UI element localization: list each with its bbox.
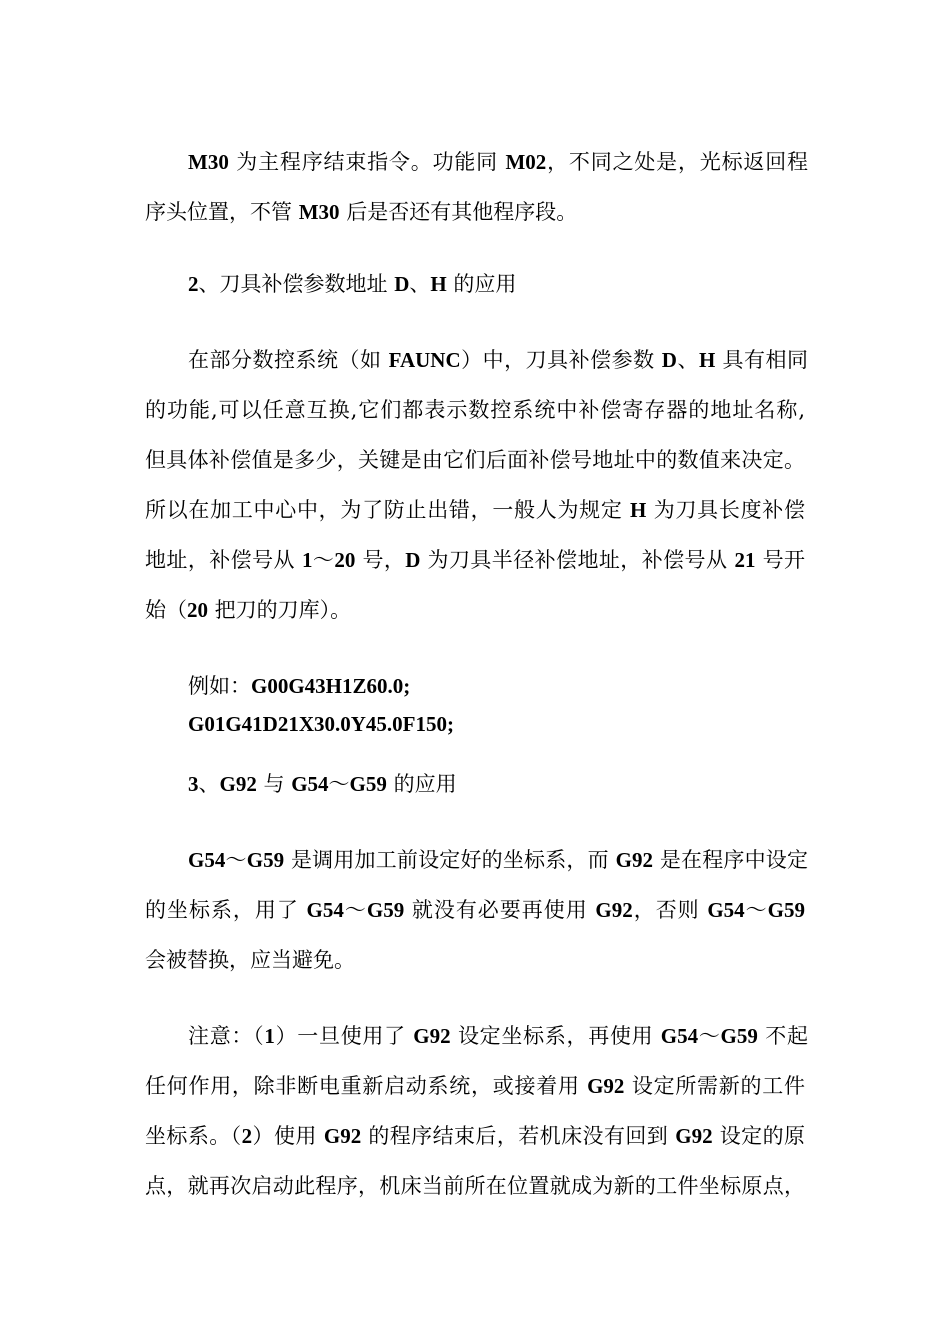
text-run: 、刀具补偿参数地址 bbox=[198, 272, 395, 296]
text-run: 与 bbox=[256, 772, 292, 796]
dh-paragraph-line-6 bbox=[145, 596, 805, 624]
code-term: G59 bbox=[767, 898, 805, 922]
code-example: G01G41D21X30.0Y45.0F150; bbox=[188, 712, 454, 736]
text-run: 所以在加工中心中，为了防止出错，一般人为规定 bbox=[145, 498, 630, 522]
code-term: G54 bbox=[188, 848, 226, 872]
text-run: 、 bbox=[676, 348, 699, 372]
text-run: ）使用 bbox=[252, 1124, 324, 1148]
section-heading-3 bbox=[188, 770, 808, 798]
code-term: G92 bbox=[413, 1024, 451, 1048]
text-run: 坐标系。（ bbox=[145, 1124, 242, 1148]
text-run: 就没有必要再使用 bbox=[404, 898, 596, 922]
code-term: D bbox=[661, 348, 677, 372]
text-run: 的应用 bbox=[386, 772, 457, 796]
text-run: 是在程序中设定 bbox=[653, 848, 808, 872]
code-term: G59 bbox=[366, 898, 405, 922]
dh-paragraph-line-3: 但具体补偿值是多少，关键是由它们后面补偿号地址中的数值来决定。 bbox=[145, 448, 805, 472]
text-run: 具有相同 bbox=[715, 348, 808, 372]
text-run: ，否则 bbox=[632, 898, 708, 922]
dh-paragraph-line-5 bbox=[145, 546, 805, 574]
code-term: M02 bbox=[505, 150, 547, 174]
code-term: G59 bbox=[246, 848, 285, 872]
text-run: 注意：（ bbox=[188, 1024, 265, 1048]
code-term: M30 bbox=[298, 200, 340, 224]
code-term: H bbox=[630, 498, 647, 522]
code-term: G92 bbox=[219, 772, 257, 796]
code-term: G92 bbox=[615, 848, 653, 872]
text-run: 不起 bbox=[757, 1024, 808, 1048]
text-run: 始（ bbox=[145, 598, 187, 622]
text-run: ）一旦使用了 bbox=[274, 1024, 414, 1048]
code-term: G92 bbox=[587, 1074, 625, 1098]
section-heading-2 bbox=[188, 270, 808, 298]
text-run: 为刀具半径补偿地址，补偿号从 bbox=[420, 548, 735, 572]
text-run: ～ bbox=[225, 848, 247, 872]
code-term: FAUNC bbox=[388, 348, 461, 372]
code-term: G54 bbox=[291, 772, 329, 796]
example-label: 例如： bbox=[188, 674, 251, 698]
code-term: G54 bbox=[306, 898, 344, 922]
note-paragraph-line-3 bbox=[145, 1122, 805, 1150]
text-run: 号开 bbox=[755, 548, 805, 572]
text-run: 任何作用，除非断电重新启动系统，或接着用 bbox=[145, 1074, 588, 1098]
text-run: 为主程序结束指令。功能同 bbox=[228, 150, 506, 174]
code-term: 20 bbox=[334, 548, 356, 572]
code-term: G92 bbox=[675, 1124, 713, 1148]
code-term: G92 bbox=[323, 1124, 362, 1148]
example-line-2 bbox=[188, 710, 808, 738]
code-term: G59 bbox=[720, 1024, 758, 1048]
dh-paragraph-line-1 bbox=[188, 346, 808, 374]
code-term: G54 bbox=[660, 1024, 699, 1048]
text-run: 的程序结束后，若机床没有回到 bbox=[361, 1124, 676, 1148]
text-run: ，不同之处是，光标返回程 bbox=[546, 150, 808, 174]
section-number: 2 bbox=[188, 272, 199, 296]
note-paragraph-line-4: 点，就再次启动此程序，机床当前所在位置就成为新的工件坐标原点， bbox=[145, 1174, 805, 1198]
text-run: 后是否还有其他程序段。 bbox=[339, 200, 578, 224]
code-term: 21 bbox=[734, 548, 756, 572]
code-term: 1 bbox=[264, 1024, 275, 1048]
note-paragraph-line-1 bbox=[188, 1022, 808, 1050]
text-run: 把刀的刀库）。 bbox=[208, 598, 352, 622]
text-run: ～ bbox=[744, 898, 768, 922]
g54-paragraph-line-3: 会被替换，应当避免。 bbox=[145, 948, 355, 972]
text-run: ）中，刀具补偿参数 bbox=[460, 348, 662, 372]
code-term: D bbox=[394, 272, 410, 296]
dh-paragraph-line-4 bbox=[145, 496, 805, 524]
dh-paragraph-line-2: 的功能,可以任意互换,它们都表示数控系统中补偿寄存器的地址名称, bbox=[145, 398, 805, 422]
text-run: ～ bbox=[343, 898, 367, 922]
text-run: 为刀具长度补偿 bbox=[646, 498, 805, 522]
example-line-1 bbox=[188, 672, 808, 700]
text-run: 序头位置，不管 bbox=[145, 200, 299, 224]
text-run: 在部分数控系统（如 bbox=[188, 348, 389, 372]
code-term: 2 bbox=[241, 1124, 253, 1148]
text-run: 的应用 bbox=[446, 272, 517, 296]
text-run: 、 bbox=[198, 772, 220, 796]
text-run: 是调用加工前设定好的坐标系，而 bbox=[284, 848, 616, 872]
code-term: 20 bbox=[187, 598, 208, 622]
section-number: 3 bbox=[188, 772, 199, 796]
g54-paragraph-line-2 bbox=[145, 896, 805, 924]
text-run: 地址，补偿号从 bbox=[145, 548, 303, 572]
text-run: 设定坐标系，再使用 bbox=[450, 1024, 661, 1048]
text-run: 设定所需新的工件 bbox=[624, 1074, 805, 1098]
note-paragraph-line-2 bbox=[145, 1072, 805, 1100]
text-run: 、 bbox=[409, 272, 431, 296]
text-run: ～ bbox=[312, 548, 335, 572]
code-term: 1 bbox=[302, 548, 313, 572]
code-term: M30 bbox=[188, 150, 229, 174]
code-term: G54 bbox=[707, 898, 745, 922]
m30-paragraph-line-2 bbox=[145, 198, 805, 226]
code-example: G00G43H1Z60.0; bbox=[251, 674, 411, 698]
m30-paragraph-line-1 bbox=[188, 148, 808, 176]
text-run: 的坐标系，用了 bbox=[145, 898, 307, 922]
text-run: ～ bbox=[328, 772, 350, 796]
code-term: G92 bbox=[595, 898, 633, 922]
text-run: 设定的原 bbox=[712, 1124, 805, 1148]
code-term: H bbox=[430, 272, 447, 296]
code-term: D bbox=[405, 548, 421, 572]
code-term: H bbox=[698, 348, 716, 372]
text-run: 号， bbox=[355, 548, 406, 572]
code-term: G59 bbox=[349, 772, 387, 796]
text-run: ～ bbox=[698, 1024, 721, 1048]
g54-paragraph-line-1 bbox=[188, 846, 808, 874]
